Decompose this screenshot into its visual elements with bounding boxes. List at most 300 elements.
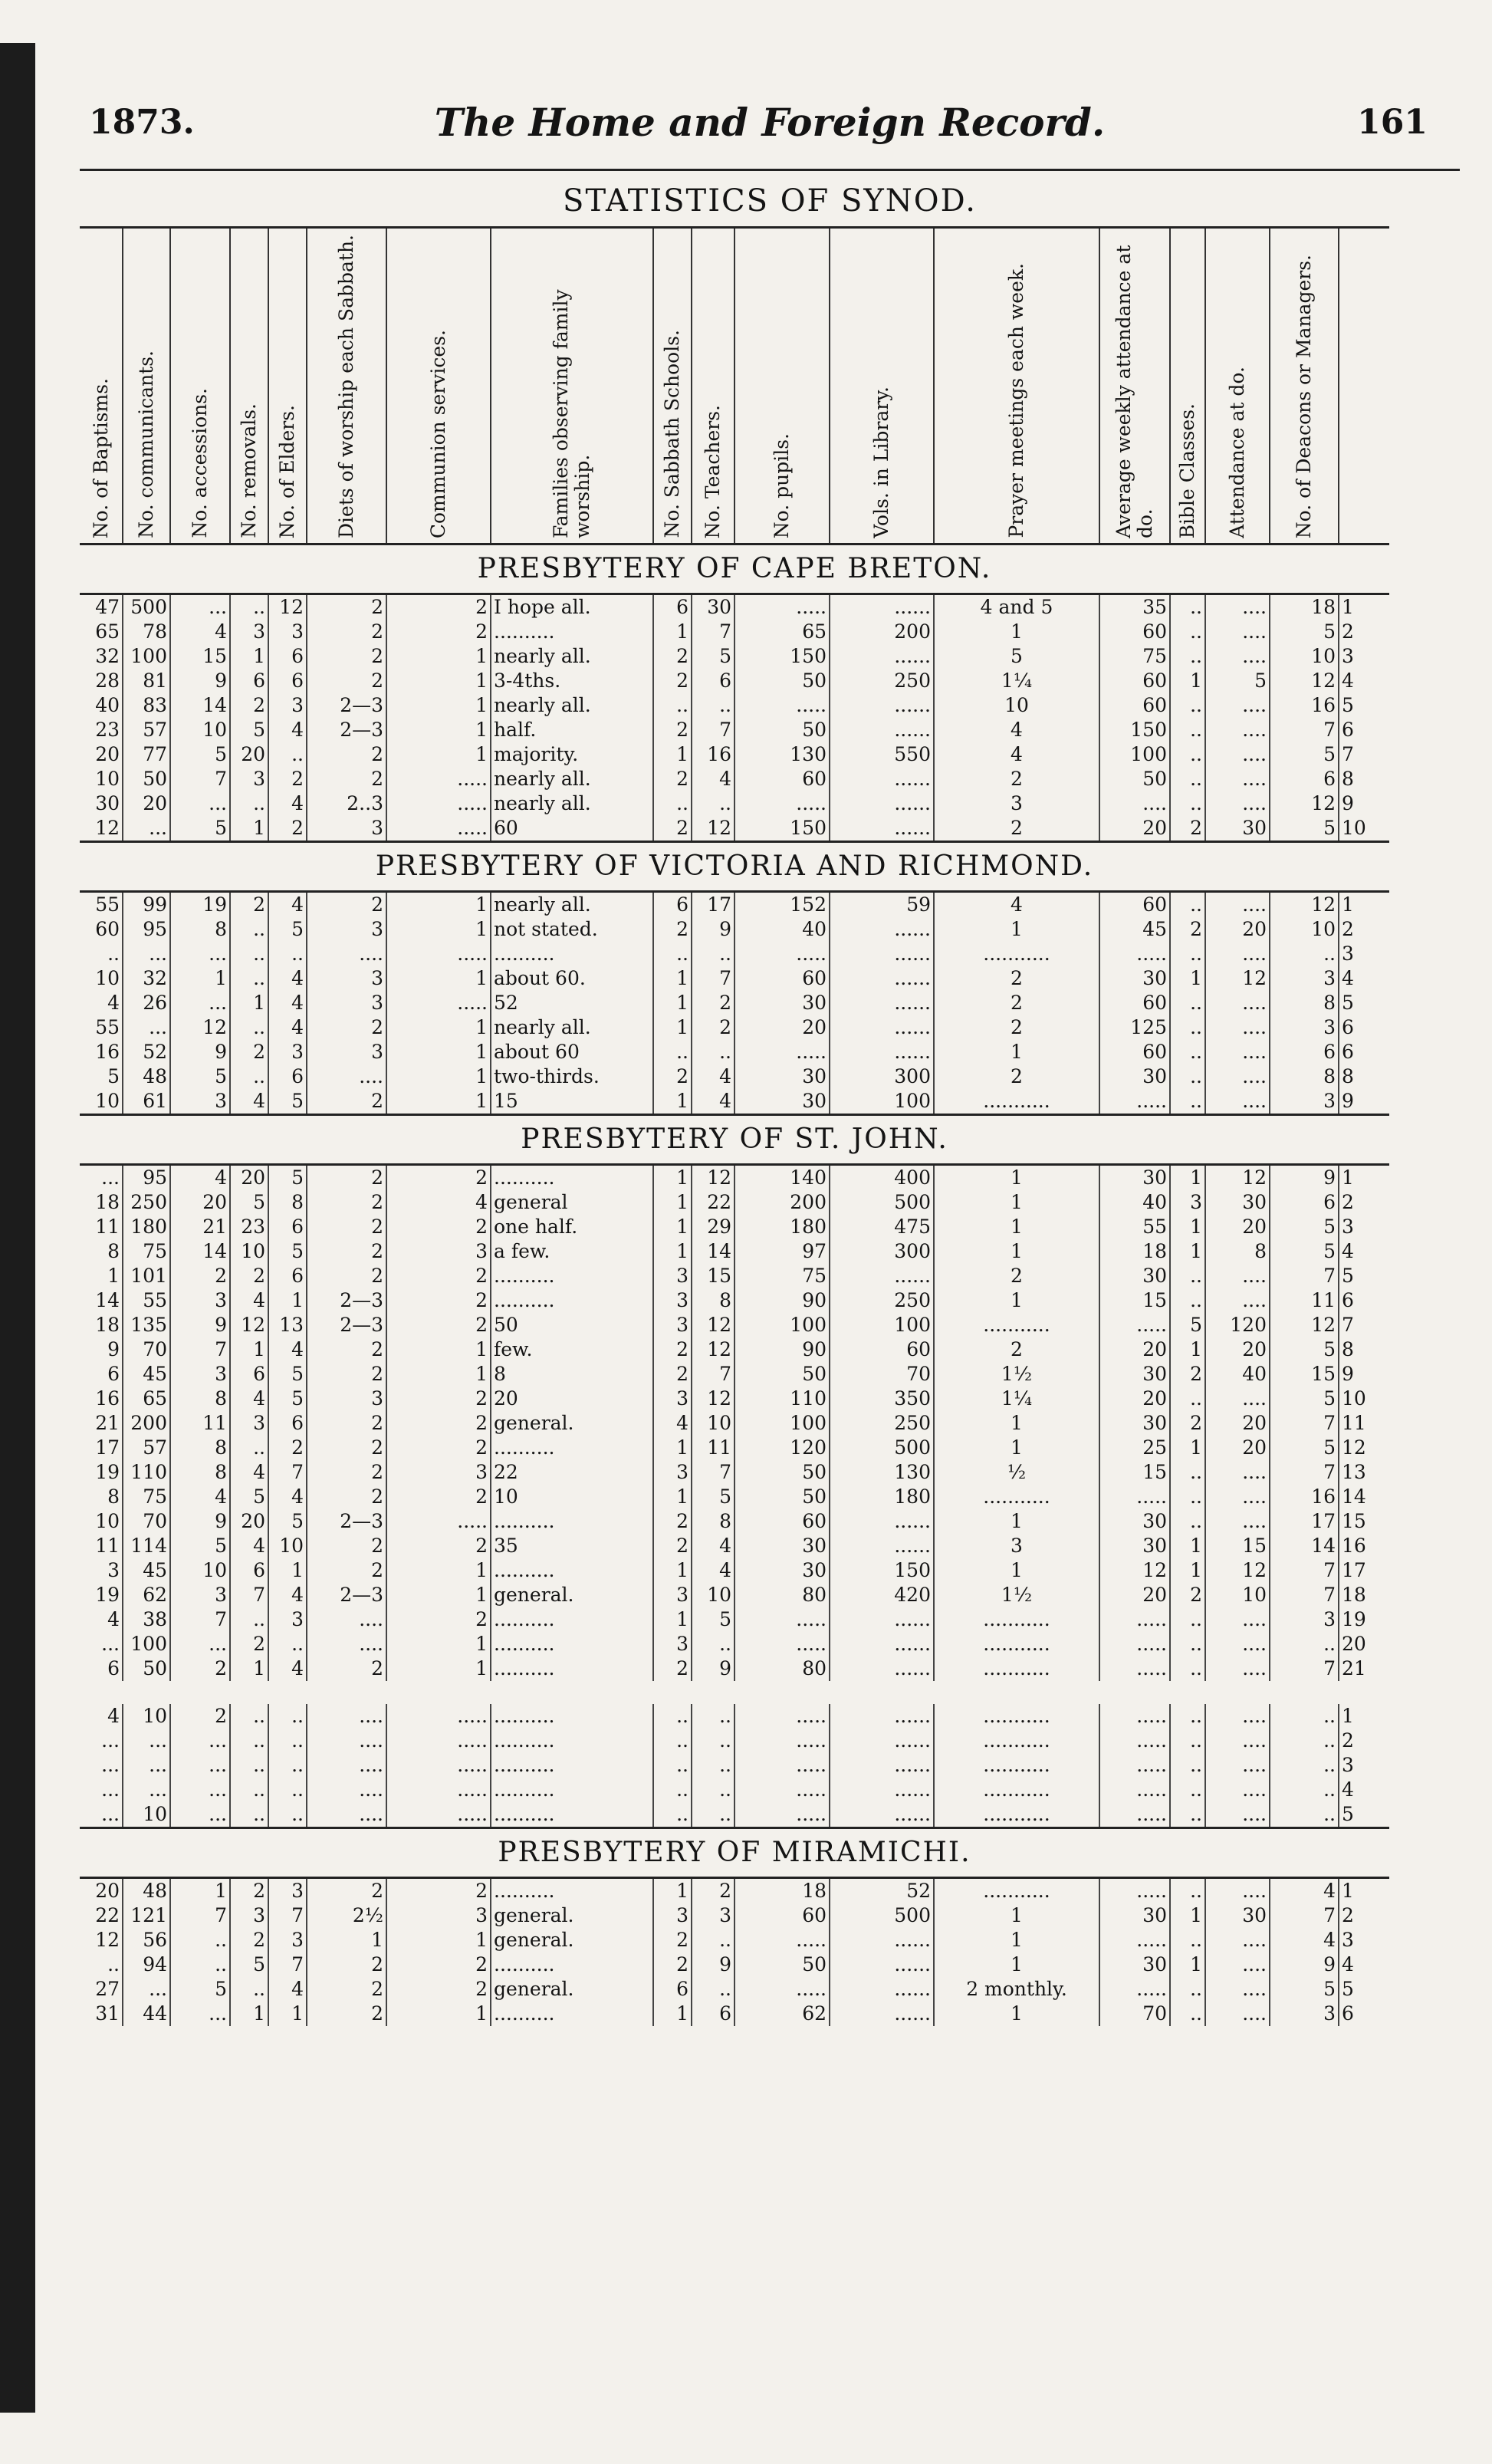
table-cell: ..........: [491, 1632, 653, 1656]
column-header: [934, 228, 1099, 544]
table-cell: 9: [170, 1509, 230, 1534]
table-cell: 2: [230, 1928, 268, 1952]
table-cell: 300: [830, 1239, 934, 1264]
table-cell: 10: [170, 1558, 230, 1583]
table-cell: 7: [1270, 1558, 1339, 1583]
table-cell: 1: [653, 1089, 692, 1115]
table-cell: ..: [230, 1778, 268, 1802]
table-cell: 3: [386, 1460, 491, 1485]
table-cell: 77: [123, 742, 170, 767]
table-cell: 30: [1099, 1903, 1170, 1928]
table-cell: ..: [107, 1953, 120, 1975]
table-cell: ..........: [491, 1436, 653, 1460]
table-cell: ..: [1270, 942, 1339, 966]
table-cell: .....: [734, 791, 830, 816]
table-cell: ...: [123, 1778, 170, 1802]
table-cell: 70: [1099, 2002, 1170, 2026]
table-cell: .....: [1099, 1928, 1170, 1952]
table-cell: .....: [734, 1607, 830, 1632]
table-cell: 7: [170, 1337, 230, 1362]
table-cell: ..: [268, 1704, 307, 1729]
table-cell: 475: [830, 1215, 934, 1239]
table-row: [80, 1952, 1389, 1977]
table-cell: 18: [734, 1878, 830, 1904]
table-cell: ....: [1205, 718, 1270, 742]
table-row: [80, 991, 1389, 1015]
table-cell: 1: [934, 1509, 1099, 1534]
table-cell: 5: [1270, 1337, 1339, 1362]
column-header-label: Vols. in Library.: [870, 387, 892, 538]
table-cell: ..: [268, 1753, 307, 1778]
table-cell: 4: [268, 1485, 307, 1509]
table-cell: ......: [830, 816, 934, 842]
table-cell: 15: [1339, 1509, 1389, 1534]
column-header-label: Bible Classes.: [1176, 403, 1198, 538]
table-cell: 8: [491, 1362, 653, 1387]
table-cell: ...: [101, 1729, 120, 1752]
table-cell: 2: [307, 1878, 386, 1904]
table-cell: 1: [386, 1337, 491, 1362]
table-cell: 60: [1099, 991, 1170, 1015]
table-cell: 6: [1339, 2002, 1389, 2026]
table-cell: 9: [170, 1040, 230, 1064]
column-header: [830, 228, 934, 544]
table-cell: 1: [386, 644, 491, 669]
table-cell: ..: [692, 1778, 734, 1802]
table-cell: ......: [830, 966, 934, 991]
table-cell: ..: [230, 942, 268, 966]
table-cell: 3: [307, 1040, 386, 1064]
table-cell: 2: [653, 644, 692, 669]
table-cell: ...........: [934, 1632, 1099, 1656]
table-cell: 15: [1205, 1534, 1270, 1558]
table-cell: nearly all.: [491, 1015, 653, 1040]
table-cell: 48: [123, 1878, 170, 1904]
table-cell: ..: [1170, 991, 1205, 1015]
table-row: [80, 1778, 1389, 1802]
table-cell: 30: [734, 1089, 830, 1115]
table-cell: ..........: [491, 2002, 653, 2026]
table-cell: 7: [268, 1903, 307, 1928]
table-cell: 8: [170, 1436, 230, 1460]
table-cell: 11: [95, 1535, 120, 1557]
table-cell: ....: [1205, 1878, 1270, 1904]
table-cell: 6: [107, 1363, 120, 1385]
table-cell: general.: [491, 1411, 653, 1436]
table-row: [80, 1977, 1389, 2002]
table-cell: 16: [692, 742, 734, 767]
table-cell: ......: [830, 1977, 934, 2002]
table-cell: 65: [123, 1387, 170, 1411]
table-cell: .....: [386, 1753, 491, 1778]
table-cell: 1: [386, 966, 491, 991]
table-cell: 2: [230, 1632, 268, 1656]
table-cell: 5: [1270, 816, 1339, 842]
table-cell: 1: [1170, 1952, 1205, 1977]
table-cell: 7: [692, 718, 734, 742]
table-cell: ....: [1205, 1632, 1270, 1656]
table-cell: 2: [692, 1015, 734, 1040]
table-row: [80, 644, 1389, 669]
table-cell: 7: [1270, 1460, 1339, 1485]
table-cell: 2: [307, 892, 386, 918]
table-cell: 4: [1339, 1952, 1389, 1977]
table-cell: ....: [1205, 791, 1270, 816]
table-cell: 1: [653, 991, 692, 1015]
table-cell: 3: [692, 1903, 734, 1928]
table-cell: 2: [307, 1089, 386, 1115]
table-cell: 3: [170, 1089, 230, 1115]
table-cell: 2: [307, 1485, 386, 1509]
table-cell: 50: [734, 669, 830, 693]
table-cell: 1: [1170, 1558, 1205, 1583]
table-cell: 6: [1339, 1040, 1389, 1064]
table-cell: ..: [230, 1729, 268, 1753]
table-cell: 1: [1339, 892, 1389, 918]
table-cell: ..: [1170, 1977, 1205, 2002]
table-cell: 1: [934, 1190, 1099, 1215]
table-cell: 3: [1339, 942, 1389, 966]
table-cell: .....: [734, 1040, 830, 1064]
table-cell: ....: [1205, 620, 1270, 644]
table-cell: 11: [95, 1216, 120, 1238]
table-row: [80, 917, 1389, 942]
table-cell: .....: [386, 942, 491, 966]
table-cell: 114: [123, 1534, 170, 1558]
table-cell: 2: [653, 1064, 692, 1089]
table-row: [80, 966, 1389, 991]
table-cell: .....: [1099, 1089, 1170, 1115]
table-row: [80, 1264, 1389, 1288]
table-cell: 12: [268, 594, 307, 620]
table-cell: .....: [386, 1802, 491, 1828]
table-cell: 150: [734, 644, 830, 669]
table-cell: 30: [1099, 1165, 1170, 1191]
column-header-label: Average weekly attendance at do.: [1112, 245, 1156, 538]
table-cell: 22: [491, 1460, 653, 1485]
table-cell: 25: [1099, 1436, 1170, 1460]
table-cell: ..: [692, 791, 734, 816]
table-cell: 10: [95, 768, 120, 790]
column-header-label: No. removals.: [238, 403, 260, 538]
table-cell: 52: [830, 1878, 934, 1904]
table-cell: 3: [1270, 1015, 1339, 1040]
table-cell: 3: [386, 1239, 491, 1264]
table-cell: ..: [230, 1436, 268, 1460]
table-cell: 9: [692, 917, 734, 942]
table-cell: .....: [1099, 1802, 1170, 1828]
table-cell: 83: [123, 693, 170, 718]
table-cell: ..: [1170, 594, 1205, 620]
table-cell: 12: [692, 816, 734, 842]
table-cell: 20: [1339, 1632, 1389, 1656]
table-cell: 3: [653, 1313, 692, 1337]
table-cell: 3: [268, 693, 307, 718]
table-cell: 20: [1099, 1583, 1170, 1607]
table-cell: not stated.: [491, 917, 653, 942]
table-cell: 3: [934, 791, 1099, 816]
table-cell: 2: [653, 1928, 692, 1952]
table-cell: 5: [268, 1387, 307, 1411]
column-header: [230, 228, 268, 544]
table-cell: 8: [1270, 1064, 1339, 1089]
table-cell: 100: [734, 1313, 830, 1337]
table-cell: 1: [934, 1436, 1099, 1460]
table-cell: 4: [1270, 1878, 1339, 1904]
table-cell: ..: [1270, 1802, 1339, 1828]
table-cell: 14: [692, 1239, 734, 1264]
table-cell: 250: [123, 1190, 170, 1215]
table-cell: ....: [1205, 1952, 1270, 1977]
table-cell: ..: [653, 1778, 692, 1802]
table-cell: 125: [1099, 1015, 1170, 1040]
table-row: [80, 1928, 1389, 1952]
table-cell: 16: [1270, 1485, 1339, 1509]
table-cell: 1: [386, 917, 491, 942]
table-cell: 2: [692, 1878, 734, 1904]
table-cell: ..........: [491, 1165, 653, 1191]
table-cell: 4: [692, 1558, 734, 1583]
table-cell: 4: [934, 718, 1099, 742]
table-cell: 3: [653, 1632, 692, 1656]
table-cell: 5: [1339, 693, 1389, 718]
table-cell: 70: [123, 1337, 170, 1362]
table-cell: ....: [1205, 1778, 1270, 1802]
table-cell: ..: [170, 1928, 230, 1952]
table-cell: ....: [1099, 791, 1170, 816]
table-cell: .....: [386, 791, 491, 816]
table-cell: 2: [307, 1558, 386, 1583]
table-cell: 12: [95, 817, 120, 839]
column-header-label: No. of Elders.: [276, 404, 298, 538]
table-cell: 6: [268, 1264, 307, 1288]
table-cell: ...........: [934, 1485, 1099, 1509]
table-cell: 2: [653, 1337, 692, 1362]
column-header-label: No. accessions.: [189, 388, 211, 538]
table-cell: 95: [123, 917, 170, 942]
table-cell: nearly all.: [491, 693, 653, 718]
header-year: 1873.: [89, 103, 195, 142]
table-cell: ....: [307, 1802, 386, 1828]
table-cell: 50: [123, 767, 170, 791]
table-cell: 31: [95, 2002, 120, 2025]
table-cell: 2: [386, 1534, 491, 1558]
table-cell: 5: [1270, 1387, 1339, 1411]
table-cell: 5: [1339, 1977, 1389, 2002]
table-cell: 10: [170, 718, 230, 742]
table-cell: ..........: [491, 1607, 653, 1632]
table-cell: 3: [307, 917, 386, 942]
table-cell: .....: [1099, 1656, 1170, 1681]
table-cell: ..: [1170, 2002, 1205, 2026]
table-row: [80, 1313, 1389, 1337]
table-cell: ....: [307, 1064, 386, 1089]
table-cell: ..: [1270, 1753, 1339, 1778]
table-cell: 6: [268, 644, 307, 669]
table-cell: 3: [268, 620, 307, 644]
column-header: [386, 228, 491, 544]
table-cell: 4 and 5: [934, 594, 1099, 620]
table-cell: 1: [230, 816, 268, 842]
table-cell: 7: [268, 1460, 307, 1485]
table-cell: 1: [1170, 1239, 1205, 1264]
table-cell: 3: [653, 1264, 692, 1288]
table-cell: 2: [307, 1977, 386, 2002]
table-cell: ..: [653, 1753, 692, 1778]
table-cell: 1: [934, 917, 1099, 942]
table-cell: ...: [170, 2002, 230, 2026]
table-cell: a few.: [491, 1239, 653, 1264]
table-cell: ....: [1205, 1704, 1270, 1729]
table-cell: general.: [491, 1903, 653, 1928]
table-cell: 44: [123, 2002, 170, 2026]
section-spacer: [80, 1681, 1389, 1704]
table-cell: 14: [95, 1289, 120, 1311]
table-cell: 4: [170, 1165, 230, 1191]
table-row: [80, 1729, 1389, 1753]
table-cell: 2½: [307, 1903, 386, 1928]
table-row: [80, 1337, 1389, 1362]
table-cell: 7: [1339, 1313, 1389, 1337]
table-cell: 61: [123, 1089, 170, 1115]
table-cell: .....: [734, 1753, 830, 1778]
table-cell: 5: [230, 718, 268, 742]
table-cell: 2: [386, 1264, 491, 1288]
presbytery-heading: PRESBYTERY OF MIRAMICHI.: [80, 1828, 1389, 1878]
table-cell: 5: [1339, 1264, 1389, 1288]
table-cell: 4: [107, 1705, 120, 1727]
table-cell: 60: [1099, 620, 1170, 644]
table-cell: 5: [268, 1239, 307, 1264]
table-cell: ..........: [491, 1264, 653, 1288]
table-cell: 2: [307, 1460, 386, 1485]
table-cell: 90: [734, 1288, 830, 1313]
table-cell: 2: [386, 1387, 491, 1411]
table-cell: 20: [1205, 1436, 1270, 1460]
table-cell: 1: [386, 1632, 491, 1656]
table-cell: 180: [830, 1485, 934, 1509]
table-cell: nearly all.: [491, 767, 653, 791]
table-cell: 3: [1270, 966, 1339, 991]
table-cell: ..: [230, 1802, 268, 1828]
table-row: [80, 742, 1389, 767]
table-cell: 350: [830, 1387, 934, 1411]
table-cell: 2—3: [307, 1583, 386, 1607]
table-cell: 60: [734, 1509, 830, 1534]
table-cell: 2: [386, 1165, 491, 1191]
table-cell: 2: [307, 742, 386, 767]
table-cell: 7: [1270, 1264, 1339, 1288]
table-cell: ..: [692, 1802, 734, 1828]
table-cell: ..: [170, 1952, 230, 1977]
table-cell: 2: [307, 1534, 386, 1558]
table-cell: 150: [734, 816, 830, 842]
table-cell: 6: [692, 2002, 734, 2026]
table-cell: ....: [307, 942, 386, 966]
table-cell: 20: [1205, 1411, 1270, 1436]
table-cell: 50: [734, 1952, 830, 1977]
table-cell: ..: [268, 1802, 307, 1828]
table-cell: 1: [386, 1089, 491, 1115]
table-cell: 12: [95, 1929, 120, 1951]
table-cell: 8: [170, 1460, 230, 1485]
table-cell: 55: [95, 893, 120, 916]
table-cell: 5: [170, 816, 230, 842]
table-cell: 2: [653, 1534, 692, 1558]
table-cell: 135: [123, 1313, 170, 1337]
table-row: [80, 718, 1389, 742]
table-cell: 3: [268, 1607, 307, 1632]
table-cell: 1: [268, 2002, 307, 2026]
table-cell: 90: [734, 1337, 830, 1362]
table-cell: 3: [653, 1387, 692, 1411]
table-cell: 1¼: [934, 669, 1099, 693]
table-cell: 60: [1099, 892, 1170, 918]
table-cell: 7: [692, 1460, 734, 1485]
table-cell: .....: [1099, 942, 1170, 966]
table-cell: 4: [230, 1387, 268, 1411]
table-cell: ....: [307, 1704, 386, 1729]
table-cell: .....: [734, 1632, 830, 1656]
table-cell: 1: [268, 1558, 307, 1583]
table-cell: 2: [692, 991, 734, 1015]
table-cell: 9: [1270, 1165, 1339, 1191]
table-cell: 40: [95, 694, 120, 716]
table-cell: 55: [95, 1016, 120, 1038]
table-cell: 30: [734, 1064, 830, 1089]
table-cell: 10: [692, 1411, 734, 1436]
column-header: [1170, 228, 1205, 544]
table-cell: 6: [1339, 1288, 1389, 1313]
table-cell: ...: [123, 1015, 170, 1040]
table-cell: 60: [734, 1903, 830, 1928]
table-cell: 5: [1339, 991, 1389, 1015]
table-cell: 10: [230, 1239, 268, 1264]
table-cell: 1: [386, 2002, 491, 2026]
table-cell: 30: [1099, 1411, 1170, 1436]
table-cell: 4: [1339, 1239, 1389, 1264]
presbytery-heading: PRESBYTERY OF ST. JOHN.: [80, 1115, 1389, 1165]
table-cell: 2: [934, 767, 1099, 791]
table-cell: ..: [653, 1802, 692, 1828]
table-cell: 200: [830, 620, 934, 644]
table-cell: ....: [1205, 1753, 1270, 1778]
column-header-label: Prayer meetings each week.: [1005, 263, 1027, 538]
table-cell: .....: [734, 594, 830, 620]
table-cell: 1: [230, 991, 268, 1015]
table-cell: 1½: [934, 1583, 1099, 1607]
table-cell: ...........: [934, 942, 1099, 966]
table-cell: ....: [1205, 1387, 1270, 1411]
table-cell: 2: [1170, 1362, 1205, 1387]
table-cell: 110: [734, 1387, 830, 1411]
table-cell: ...: [101, 1803, 120, 1825]
table-cell: 200: [123, 1411, 170, 1436]
running-head: [80, 77, 1460, 169]
table-cell: 1: [934, 1040, 1099, 1064]
table-cell: ..: [268, 1778, 307, 1802]
table-cell: ....: [1205, 1656, 1270, 1681]
table-cell: ..: [653, 942, 692, 966]
table-cell: 32: [123, 966, 170, 991]
column-header-label: No. communicants.: [135, 350, 157, 538]
table-cell: 8: [268, 1190, 307, 1215]
table-cell: ..: [692, 693, 734, 718]
table-cell: ...........: [934, 1656, 1099, 1681]
table-cell: 20: [734, 1015, 830, 1040]
table-cell: 4: [268, 718, 307, 742]
table-cell: ...: [170, 1778, 230, 1802]
